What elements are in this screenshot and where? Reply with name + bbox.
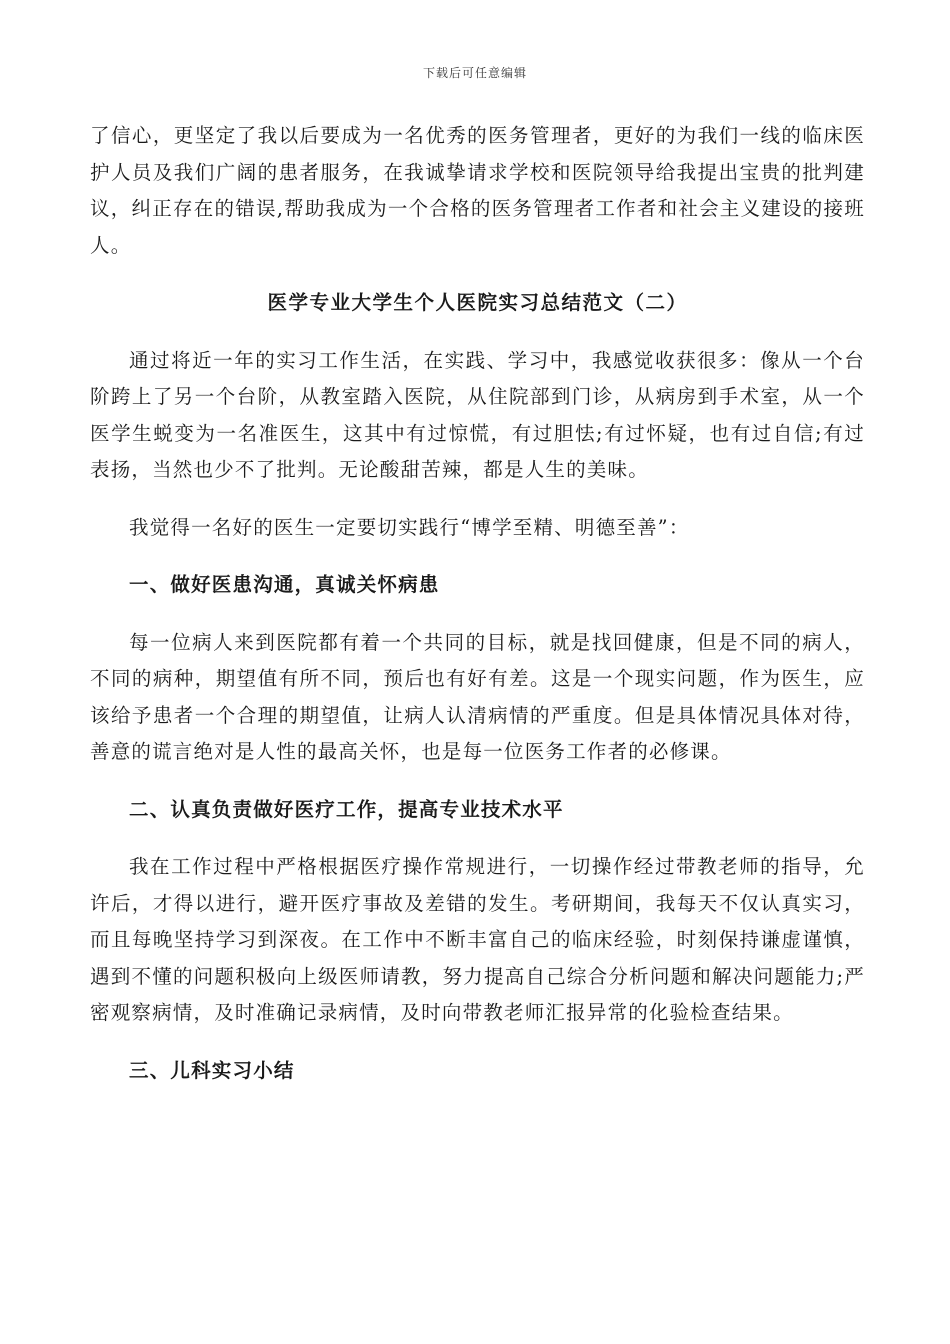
intro-paragraph: 了信心，更坚定了我以后要成为一名优秀的医务管理者，更好的为我们一线的临床医护人员及我们广阔的患者服务，在我诚挚请求学校和医院领导给我提出宝贵的批判建议，纠正存在的错误,帮助我成为一个合格的医务管理者工作者和社会主义建设的接班人。 [90, 124, 865, 257]
heading-1: 一、做好医患沟通，真诚关怀病患 [129, 573, 440, 596]
page-header: 下载后可任意编辑 [422, 66, 527, 80]
document-body [90, 118, 865, 1089]
heading-2: 二、认真负责做好医疗工作，提高专业技术水平 [129, 797, 564, 821]
paragraph-1: 通过将近一年的实习工作生活，在实践、学习中，我感觉收获很多：像从一个台阶跨上了另一个台阶，从教室踏入医院，从住院部到门诊，从病房到手术室，从一个医学生蜕变为一名准医生，这其中有过惊慌，有过胆怯;有过怀疑，也有过自信;有过表扬，当然也少不了批判。无论酸甜苦辣，都是人生的美味。 [90, 348, 865, 481]
paragraph-2: 我觉得一名好的医生一定要切实践行“博学至精、明德至善”： [129, 515, 690, 539]
paragraph-3: 每一位病人来到医院都有着一个共同的目标，就是找回健康，但是不同的病人，不同的病种，期望值有所不同，预后也有好有差。这是一个现实问题，作为医生，应该给予患者一个合理的期望值，让病人认清病情的严重度。但是具体情况具体对待，善意的谎言绝对是人性的最高关怀，也是每一位医务工作者的必修课。 [90, 630, 865, 763]
section-title: 医学专业大学生个人医院实习总结范文（二） [267, 291, 688, 314]
heading-3: 三、儿科实习小结 [129, 1058, 295, 1082]
paragraph-4: 我在工作过程中严格根据医疗操作常规进行，一切操作经过带教老师的指导，允许后，才得以进行，避开医疗事故及差错的发生。考研期间，我每天不仅认真实习，而且每晚坚持学习到深夜。在工作中不断丰富自己的临床经验，时刻保持谦虚谨慎，遇到不懂的问题积极向上级医师请教，努力提高自己综合分析问题和解决问题能力;严密观察病情，及时准确记录病情，及时向带教老师汇报异常的化验检查结果。 [90, 855, 865, 1024]
